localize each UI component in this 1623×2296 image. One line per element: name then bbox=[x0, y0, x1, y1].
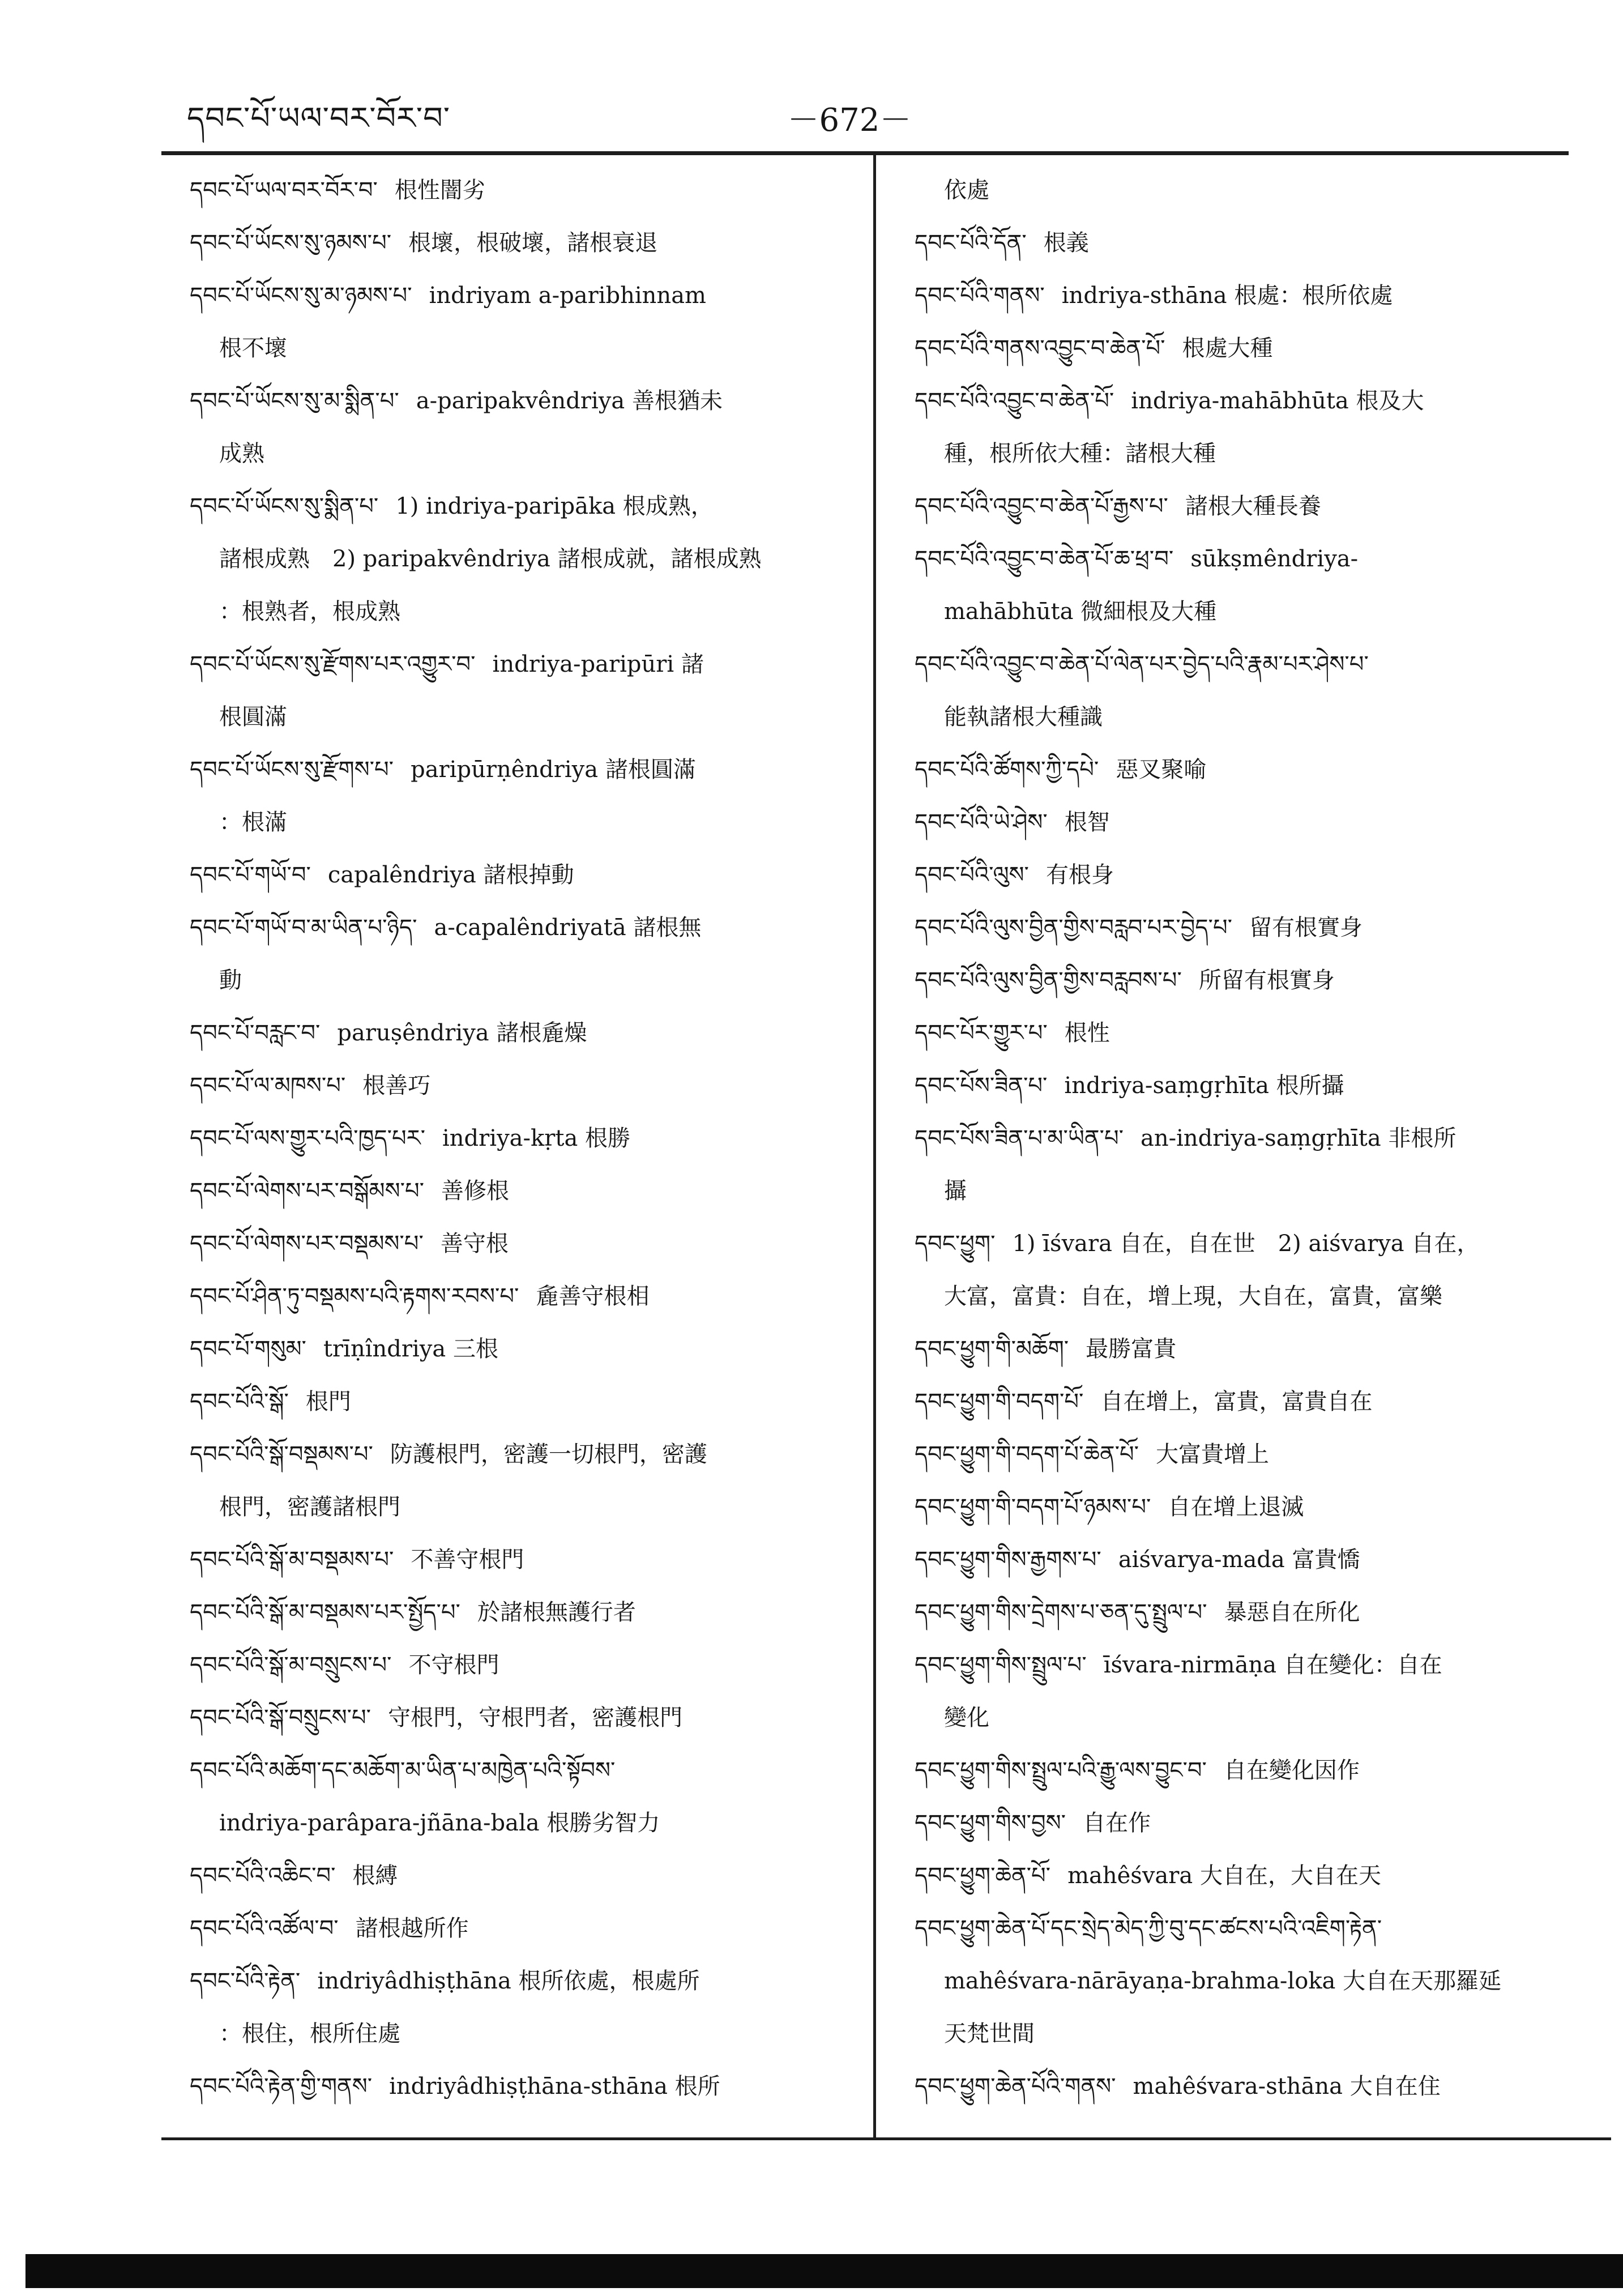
tibetan-headword: དབང་པོ་ཤིན་ཏུ་བསྡམས་པའི་རྟགས་རབས་པ་ bbox=[190, 1283, 519, 1309]
entry-line bbox=[915, 2060, 1594, 2113]
entry-definition: 根壞，根破壞，諸根衰退 bbox=[408, 230, 658, 256]
tibetan-headword: དབང་པོ་ལ་མཁས་པ་ bbox=[190, 1073, 346, 1099]
tibetan-headword: དབང་པོ་ཡོངས་སུ་སྨིན་པ་ bbox=[190, 493, 379, 519]
entry-definition: 於諸根無護行者 bbox=[477, 1599, 636, 1625]
dictionary-entry bbox=[190, 744, 858, 849]
entry-continuation: ：根滿 bbox=[219, 809, 287, 835]
entry-line bbox=[190, 744, 858, 796]
tibetan-headword: དབང་པོ་ཡོངས་སུ་མ་ཉམས་པ་ bbox=[190, 283, 412, 309]
entry-continuation: 成熟 bbox=[219, 441, 264, 467]
entry-definition: aiśvarya-mada 富貴憍 bbox=[1118, 1547, 1360, 1573]
entry-line bbox=[190, 638, 858, 691]
tibetan-headword: དབང་པོའི་འཚོལ་བ་ bbox=[190, 1915, 339, 1941]
tibetan-headword: དབང་ཕྱུག་གི་བདག་པོ་ bbox=[915, 1389, 1084, 1415]
dictionary-entry bbox=[190, 1323, 858, 1376]
entry-definition: 所留有根實身 bbox=[1198, 967, 1335, 993]
entry-continuation: ：根熟者，根成熟 bbox=[219, 599, 400, 625]
entry-line bbox=[190, 217, 858, 270]
entry-definition: mahêśvara 大自在，大自在天 bbox=[1067, 1863, 1381, 1889]
entry-line bbox=[190, 270, 858, 322]
entry-definition: indriya-paripūri 諸 bbox=[492, 651, 704, 677]
tibetan-headword: དབང་ཕྱུག་གིས་སྤྲུལ་པ་ bbox=[915, 1652, 1087, 1678]
entry-definition: indriyam a-paribhinnam bbox=[429, 283, 706, 309]
entry-line bbox=[915, 849, 1594, 902]
tibetan-headword: དབང་པོའི་སྒོ་མ་བསྡམས་པ་ bbox=[190, 1547, 394, 1573]
dictionary-entry bbox=[190, 1692, 858, 1744]
dictionary-entry bbox=[915, 2008, 1594, 2060]
entry-continuation: mahābhūta 微細根及大種 bbox=[944, 599, 1217, 625]
entry-line bbox=[915, 638, 1594, 691]
entry-line bbox=[190, 1744, 858, 1797]
dictionary-entry bbox=[915, 1586, 1594, 1639]
entry-definition: 諸根越所作 bbox=[355, 1915, 469, 1941]
entry-line bbox=[190, 1165, 858, 1218]
entry-definition: 根義 bbox=[1043, 230, 1089, 256]
entry-definition: 麁善守根相 bbox=[536, 1283, 650, 1309]
dictionary-entry bbox=[190, 1428, 858, 1534]
tibetan-headword: དབང་ཕྱུག་གིས་སྤྲུལ་པའི་རྒྱུ་ལས་བྱུང་བ་ bbox=[915, 1757, 1207, 1783]
tibetan-headword: དབང་པོ་ལེགས་པར་བསྒོམས་པ་ bbox=[190, 1178, 425, 1204]
entry-line bbox=[915, 533, 1594, 586]
entry-line bbox=[190, 1586, 858, 1639]
tibetan-headword: དབང་པོ་ཡོངས་སུ་མ་སྨིན་པ་ bbox=[190, 388, 399, 414]
entry-line bbox=[915, 744, 1594, 796]
tibetan-headword: དབང་ཕྱུག་གིས་བྱས་ bbox=[915, 1810, 1066, 1836]
dictionary-entry bbox=[915, 638, 1594, 744]
tibetan-headword: དབང་ཕྱུག་གིས་རྒྱགས་པ་ bbox=[915, 1547, 1101, 1573]
tibetan-headword: དབང་པོའི་གནས་འབྱུང་བ་ཆེན་པོ་ bbox=[915, 335, 1165, 361]
dictionary-entry bbox=[190, 270, 858, 375]
entry-definition: indriyâdhiṣṭhāna-sthāna 根所 bbox=[389, 2073, 720, 2099]
dictionary-entry bbox=[915, 533, 1594, 638]
entry-continuation: indriya-parâpara-jñāna-bala 根勝劣智力 bbox=[219, 1810, 660, 1836]
tibetan-headword: དབང་པོ་གཡོ་བ་ bbox=[190, 862, 311, 888]
tibetan-headword: དབང་པོས་ཟིན་པ་ bbox=[915, 1073, 1048, 1099]
dictionary-entry bbox=[190, 849, 858, 902]
entry-continuation: 天梵世間 bbox=[944, 2021, 1035, 2047]
entry-definition: indriya-mahābhūta 根及大 bbox=[1131, 388, 1424, 414]
entry-continuation: 動 bbox=[219, 967, 242, 993]
tibetan-headword: དབང་པོར་གྱུར་པ་ bbox=[915, 1020, 1048, 1046]
tibetan-headword: དབང་པོའི་གནས་ bbox=[915, 283, 1045, 309]
dictionary-entry bbox=[915, 1639, 1594, 1744]
dictionary-entry bbox=[915, 902, 1594, 954]
dictionary-entry bbox=[915, 1060, 1594, 1112]
tibetan-headword: དབང་པོའི་སྒོ་བསྡམས་པ་ bbox=[190, 1441, 373, 1467]
dictionary-entry bbox=[915, 1218, 1594, 1323]
entry-line bbox=[915, 217, 1594, 270]
entry-continuation: ：根住，根所住處 bbox=[219, 2021, 400, 2047]
entry-definition: an-indriya-saṃgṛhīta 非根所 bbox=[1141, 1125, 1457, 1151]
dictionary-entry bbox=[915, 1376, 1594, 1428]
tibetan-headword: དབང་པོའི་ཚོགས་ཀྱི་དཔེ་ bbox=[915, 757, 1099, 783]
dictionary-entry bbox=[915, 1850, 1594, 1902]
entry-definition: 守根門，守根門者，密護根門 bbox=[388, 1705, 683, 1731]
entry-line bbox=[190, 1534, 858, 1586]
tibetan-headword: དབང་པོའི་སྒོ་བསྲུངས་པ་ bbox=[190, 1705, 371, 1731]
entry-definition: a-paripakvêndriya 善根猶未 bbox=[416, 388, 723, 414]
entry-line bbox=[190, 1428, 858, 1481]
dictionary-entry bbox=[190, 1007, 858, 1060]
dictionary-entry bbox=[190, 1744, 858, 1850]
dictionary-entry bbox=[915, 1744, 1594, 1797]
entry-continuation: 攝 bbox=[944, 1178, 967, 1204]
entry-line bbox=[190, 1060, 858, 1112]
entry-definition: indriyâdhiṣṭhāna 根所依處，根處所 bbox=[317, 1968, 700, 1994]
entry-definition: 自在作 bbox=[1083, 1810, 1151, 1836]
entry-line bbox=[915, 1586, 1594, 1639]
entry-line bbox=[915, 1112, 1594, 1165]
entry-definition: 1) indriya-paripāka 根成熟， bbox=[395, 493, 714, 519]
dictionary-entry bbox=[190, 638, 858, 744]
dictionary-entry bbox=[190, 1165, 858, 1218]
dictionary-entry bbox=[915, 1323, 1594, 1376]
tibetan-headword: དབང་པོ་ཡོངས་སུ་རྫོགས་པར་འགྱུར་བ་ bbox=[190, 651, 476, 677]
entry-continuation: 根門，密護諸根門 bbox=[219, 1494, 400, 1520]
entry-line bbox=[190, 1218, 858, 1270]
entry-line bbox=[190, 902, 858, 954]
entry-continuation: mahêśvara-nārāyaṇa-brahma-loka 大自在天那羅延 bbox=[944, 1968, 1502, 1994]
entry-definition: 根智 bbox=[1064, 809, 1110, 835]
dictionary-entry bbox=[915, 849, 1594, 902]
entry-line bbox=[915, 1797, 1594, 1850]
tibetan-headword: དབང་པོ་གསུམ་ bbox=[190, 1336, 306, 1362]
entry-line bbox=[915, 954, 1594, 1007]
entry-definition: trīṇîndriya 三根 bbox=[323, 1336, 498, 1362]
dictionary-entry bbox=[915, 1534, 1594, 1586]
tibetan-headword: དབང་པོ་གཡོ་བ་མ་ཡིན་པ་ཉིད་ bbox=[190, 915, 417, 941]
entry-definition: īśvara-nirmāṇa 自在變化：自在 bbox=[1103, 1652, 1442, 1678]
entry-definition: mahêśvara-sthāna 大自在住 bbox=[1133, 2073, 1441, 2099]
entry-definition: paruṣêndriya 諸根麁燥 bbox=[337, 1020, 587, 1046]
scan-edge-band bbox=[25, 2254, 1623, 2288]
entry-definition: 根善巧 bbox=[362, 1073, 431, 1099]
tibetan-headword: དབང་ཕྱུག་གི་བདག་པོ་ཉམས་པ་ bbox=[915, 1494, 1151, 1520]
tibetan-headword: དབང་ཕྱུག་ཆེན་པོའི་གནས་ bbox=[915, 2073, 1116, 2099]
dictionary-entry bbox=[915, 322, 1594, 375]
entry-continuation: 變化 bbox=[944, 1705, 989, 1731]
entry-line bbox=[915, 1534, 1594, 1586]
tibetan-headword: དབང་པོའི་སྒོ་མ་བསྡམས་པར་སྤྱོད་པ་ bbox=[190, 1599, 460, 1625]
dictionary-entry bbox=[915, 796, 1594, 849]
entry-definition: 根性闇劣 bbox=[394, 177, 485, 203]
tibetan-headword: དབང་པོ་བརླང་བ་ bbox=[190, 1020, 321, 1046]
tibetan-headword: དབང་ཕྱུག་གི་མཆོག་ bbox=[915, 1336, 1069, 1362]
entry-definition: indriya-kṛta 根勝 bbox=[442, 1125, 631, 1151]
entry-line bbox=[915, 480, 1594, 533]
entry-definition: 惡叉聚喻 bbox=[1116, 757, 1207, 783]
dictionary-entry bbox=[190, 164, 858, 217]
tibetan-headword: དབང་པོའི་འཆིང་བ་ bbox=[190, 1863, 336, 1889]
entry-line bbox=[190, 849, 858, 902]
entry-definition: 大富貴增上 bbox=[1156, 1441, 1270, 1467]
entry-line bbox=[190, 2060, 858, 2113]
dictionary-entry bbox=[915, 2060, 1594, 2113]
dictionary-entry bbox=[915, 164, 1594, 217]
entry-definition: 根門 bbox=[305, 1389, 351, 1415]
entry-line bbox=[915, 1481, 1594, 1534]
entry-definition: 不守根門 bbox=[408, 1652, 499, 1678]
entry-line bbox=[190, 1007, 858, 1060]
entry-line bbox=[915, 1428, 1594, 1481]
entry-line bbox=[915, 1218, 1594, 1270]
tibetan-headword: དབང་པོའི་རྟེན་ bbox=[190, 1968, 301, 1994]
entry-definition: 自在增上，富貴，富貴自在 bbox=[1100, 1389, 1373, 1415]
tibetan-headword: དབང་པོ་ཡལ་བར་བོར་བ་ bbox=[190, 177, 378, 203]
entry-line bbox=[915, 1007, 1594, 1060]
column-divider bbox=[873, 154, 876, 2139]
dictionary-entry bbox=[915, 270, 1594, 322]
tibetan-headword: དབང་པོའི་སྒོ་མ་བསྲུངས་པ་ bbox=[190, 1652, 392, 1678]
dictionary-entry bbox=[915, 1007, 1594, 1060]
tibetan-headword: དབང་པོའི་ལུས་ bbox=[915, 862, 1029, 888]
tibetan-headword: དབང་ཕྱུག་གི་བདག་པོ་ཆེན་པོ་ bbox=[915, 1441, 1139, 1467]
dictionary-entry bbox=[915, 1902, 1594, 2008]
entry-line bbox=[915, 375, 1594, 428]
entry-definition: 暴惡自在所化 bbox=[1224, 1599, 1360, 1625]
entry-continuation: 能執諸根大種識 bbox=[944, 704, 1103, 730]
dictionary-entry bbox=[915, 954, 1594, 1007]
dictionary-entry bbox=[190, 375, 858, 480]
tibetan-headword: དབང་པོ་ལས་གྱུར་པའི་ཁྱད་པར་ bbox=[190, 1125, 425, 1151]
left-column bbox=[190, 164, 858, 2113]
tibetan-headword: དབང་པོས་ཟིན་པ་མ་ཡིན་པ་ bbox=[915, 1125, 1124, 1151]
dictionary-entry bbox=[915, 1428, 1594, 1481]
dictionary-entry bbox=[190, 1534, 858, 1586]
entry-line bbox=[915, 1639, 1594, 1692]
dictionary-entry bbox=[915, 744, 1594, 796]
dictionary-entry bbox=[190, 1955, 858, 2060]
entry-line bbox=[915, 1744, 1594, 1797]
entry-definition: 留有根實身 bbox=[1249, 915, 1363, 941]
entry-line bbox=[190, 375, 858, 428]
entry-definition: 根性 bbox=[1064, 1020, 1110, 1046]
entry-definition: sūkṣmêndriya- bbox=[1190, 546, 1359, 572]
dictionary-entry bbox=[190, 1270, 858, 1323]
tibetan-headword: དབང་པོའི་རྟེན་གྱི་གནས་ bbox=[190, 2073, 373, 2099]
page-number: －672－ bbox=[787, 102, 912, 139]
entry-continuation: 根不壞 bbox=[219, 335, 287, 361]
entry-line bbox=[190, 164, 858, 217]
entry-continuation: 諸根成熟 2) paripakvêndriya 諸根成就，諸根成熟 bbox=[219, 546, 762, 572]
entry-line bbox=[190, 1639, 858, 1692]
entry-definition: indriya-sthāna 根處：根所依處 bbox=[1061, 283, 1393, 309]
entry-line bbox=[190, 1270, 858, 1323]
entry-continuation: 根圓滿 bbox=[219, 704, 287, 730]
tibetan-headword: དབང་པོའི་དོན་ bbox=[915, 230, 1027, 256]
entry-line bbox=[190, 1692, 858, 1744]
dictionary-entry bbox=[915, 1112, 1594, 1218]
entry-line bbox=[190, 1323, 858, 1376]
dictionary-entry bbox=[915, 375, 1594, 480]
entry-definition: a-capalêndriyatā 諸根無 bbox=[434, 915, 702, 941]
entry-definition: 1) īśvara 自在，自在世 2) aiśvarya 自在， bbox=[1012, 1231, 1480, 1257]
entry-definition: 根處大種 bbox=[1182, 335, 1273, 361]
tibetan-headword: དབང་པོའི་སྒོ་ bbox=[190, 1389, 289, 1415]
entry-definition: 善守根 bbox=[440, 1231, 509, 1257]
top-rule bbox=[161, 151, 1569, 155]
tibetan-headword: དབང་ཕྱུག་ཆེན་པོ་དང་སྲེད་མེད་ཀྱི་བུ་དང་ཚངས་པའི་འཇིག་རྟེན་ bbox=[915, 1915, 1382, 1941]
entry-line bbox=[915, 1850, 1594, 1902]
tibetan-headword: དབང་པོའི་ལུས་བྱིན་གྱིས་བརླབས་པ་ bbox=[915, 967, 1182, 993]
dictionary-entry bbox=[915, 1481, 1594, 1534]
entry-line bbox=[915, 796, 1594, 849]
tibetan-headword: དབང་པོའི་འབྱུང་བ་ཆེན་པོ་རྒྱས་པ་ bbox=[915, 493, 1168, 519]
dictionary-entry bbox=[190, 480, 858, 586]
dictionary-entry bbox=[190, 1060, 858, 1112]
tibetan-headword: དབང་པོ་ཡོངས་སུ་ཉམས་པ་ bbox=[190, 230, 392, 256]
tibetan-headword: དབང་པོའི་འབྱུང་བ་ཆེན་པོ་ bbox=[915, 388, 1114, 414]
running-head: དབང་པོ་ཡལ་བར་བོར་བ་ bbox=[187, 100, 451, 136]
entry-definition: 根縛 bbox=[352, 1863, 398, 1889]
tibetan-headword: དབང་ཕྱུག་ bbox=[915, 1231, 996, 1257]
entry-line bbox=[915, 1060, 1594, 1112]
entry-definition: 諸根大種長養 bbox=[1185, 493, 1321, 519]
dictionary-entry bbox=[915, 480, 1594, 533]
entry-continuation: 種，根所依大種：諸根大種 bbox=[944, 441, 1216, 467]
dictionary-entry bbox=[915, 217, 1594, 270]
entry-line bbox=[190, 1955, 858, 2008]
entry-line bbox=[190, 480, 858, 533]
entry-line bbox=[915, 1376, 1594, 1428]
tibetan-headword: དབང་པོའི་མཆོག་དང་མཆོག་མ་ཡིན་པ་མཁྱེན་པའི་སྟོབས་ bbox=[190, 1757, 616, 1783]
dictionary-entry bbox=[190, 217, 858, 270]
entry-line bbox=[915, 1902, 1594, 1955]
dictionary-entry bbox=[190, 1586, 858, 1639]
dictionary-entry bbox=[190, 2060, 858, 2113]
entry-continuation: 依處 bbox=[944, 177, 989, 203]
entry-line bbox=[190, 1112, 858, 1165]
right-column bbox=[915, 164, 1594, 2113]
entry-line bbox=[190, 1902, 858, 1955]
dictionary-entry bbox=[190, 1376, 858, 1428]
dictionary-entry bbox=[190, 586, 858, 638]
entry-definition: 自在變化因作 bbox=[1223, 1757, 1360, 1783]
dictionary-entry bbox=[190, 902, 858, 1007]
entry-definition: 防護根門，密護一切根門，密護 bbox=[390, 1441, 707, 1467]
tibetan-headword: དབང་པོ་ལེགས་པར་བསྡམས་པ་ bbox=[190, 1231, 424, 1257]
dictionary-entry bbox=[190, 1902, 858, 1955]
entry-definition: 不善守根門 bbox=[411, 1547, 524, 1573]
tibetan-headword: དབང་པོའི་ཡེ་ཤེས་ bbox=[915, 809, 1048, 835]
dictionary-entry bbox=[190, 1639, 858, 1692]
entry-line bbox=[190, 1376, 858, 1428]
entry-line bbox=[915, 1323, 1594, 1376]
tibetan-headword: དབང་ཕྱུག་ཆེན་པོ་ bbox=[915, 1863, 1051, 1889]
entry-definition: capalêndriya 諸根掉動 bbox=[327, 862, 574, 888]
tibetan-headword: དབང་པོའི་འབྱུང་བ་ཆེན་པོ་ཆ་ཕྲ་བ་ bbox=[915, 546, 1174, 572]
dictionary-entry bbox=[190, 1112, 858, 1165]
entry-line bbox=[915, 270, 1594, 322]
entry-definition: indriya-saṃgṛhīta 根所攝 bbox=[1064, 1073, 1344, 1099]
tibetan-headword: དབང་པོ་ཡོངས་སུ་རྫོགས་པ་ bbox=[190, 757, 394, 783]
entry-definition: 最勝富貴 bbox=[1086, 1336, 1177, 1362]
dictionary-entry bbox=[915, 1797, 1594, 1850]
dictionary-entry bbox=[190, 1218, 858, 1270]
dictionary-entry bbox=[190, 1850, 858, 1902]
entry-line bbox=[915, 322, 1594, 375]
tibetan-headword: དབང་པོའི་ལུས་བྱིན་གྱིས་བརླབ་པར་བྱེད་པ་ bbox=[915, 915, 1232, 941]
entry-definition: 善修根 bbox=[441, 1178, 510, 1204]
entry-line bbox=[915, 902, 1594, 954]
entry-continuation: 大富，富貴：自在，增上現，大自在，富貴，富樂 bbox=[944, 1283, 1442, 1309]
entry-definition: 有根身 bbox=[1045, 862, 1114, 888]
tibetan-headword: དབང་པོའི་འབྱུང་བ་ཆེན་པོ་ལེན་པར་བྱེད་པའི་རྣམ་པར་ཤེས་པ་ bbox=[915, 651, 1369, 677]
entry-definition: paripūrṇêndriya 諸根圓滿 bbox=[411, 757, 696, 783]
entry-definition: 自在增上退滅 bbox=[1168, 1494, 1304, 1520]
entry-line bbox=[190, 1850, 858, 1902]
bottom-rule bbox=[161, 2137, 1611, 2140]
tibetan-headword: དབང་ཕྱུག་གིས་དྲེགས་པ་ཅན་དུ་སྤྲུལ་པ་ bbox=[915, 1599, 1207, 1625]
